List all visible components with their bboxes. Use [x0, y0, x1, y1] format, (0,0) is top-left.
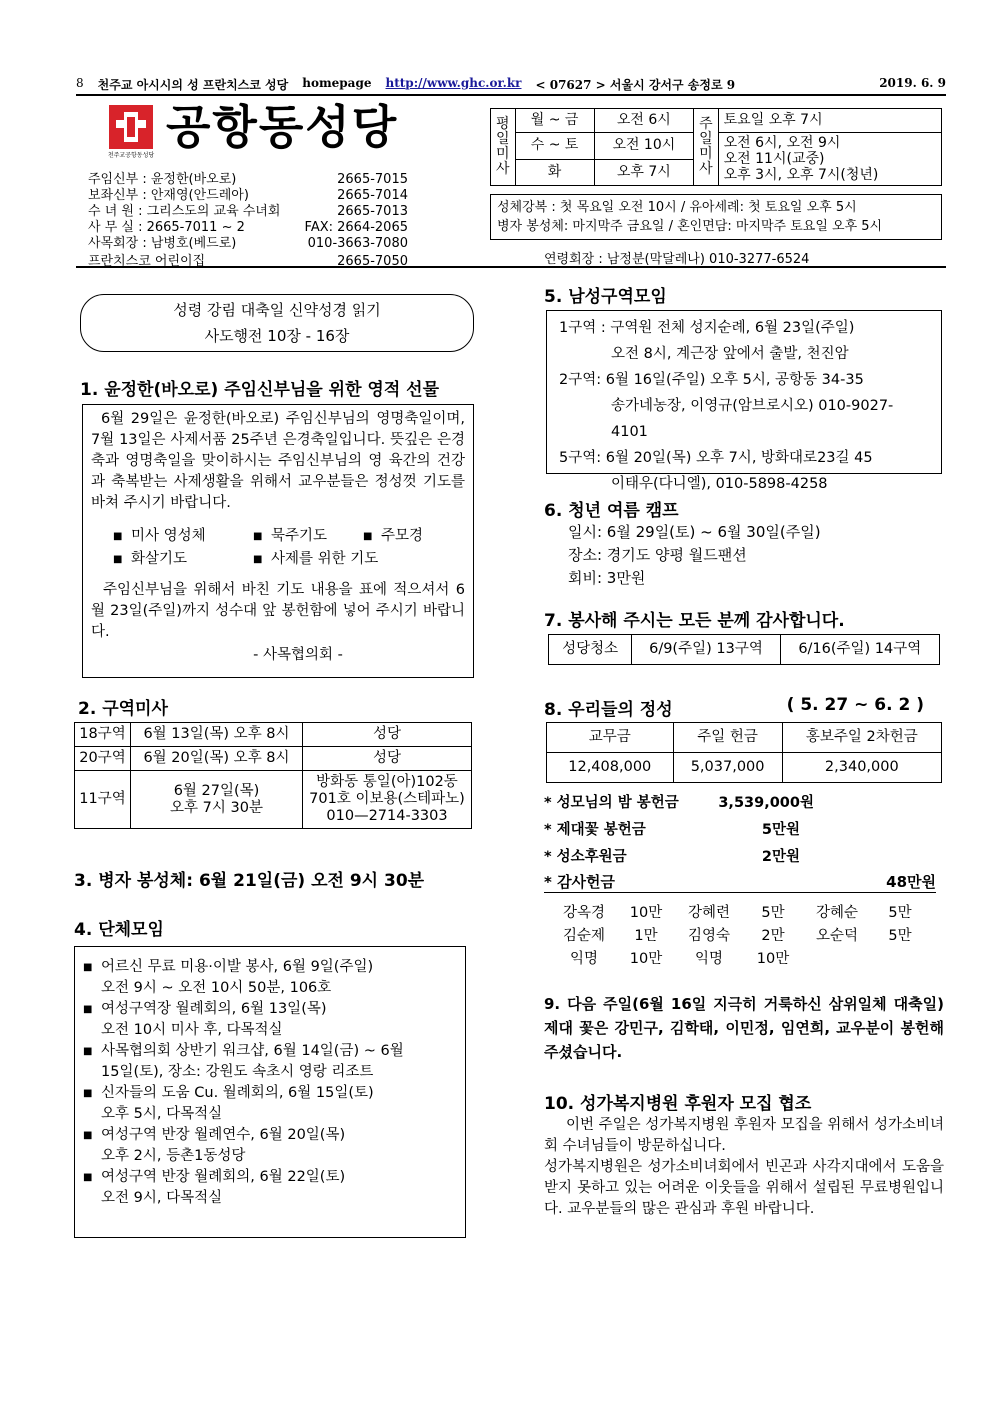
- offerings-table: [546, 722, 942, 783]
- table-row: 교무금 주일 헌금 홍보주일 2차헌금: [547, 723, 942, 753]
- logo-caption: 천주교공항동성당: [107, 152, 155, 159]
- funeral-committee-contact: 연령회장 : 남정분(막달레나) 010-3277-6524: [544, 252, 810, 267]
- district-mass-table: [74, 722, 472, 829]
- running-header: [76, 76, 946, 96]
- staff-directory: [88, 172, 408, 270]
- table-row: 12,408,000 5,037,000 2,340,000: [547, 753, 942, 783]
- staff-row: 보좌신부 : 안재영(안드레아) 2665-7014: [88, 188, 408, 203]
- group-meetings-box: [74, 946, 466, 1238]
- list-item: ■ 여성구역 반장 월례회의, 6월 22일(토) 오전 9시, 다목적실: [83, 1167, 457, 1209]
- camp-details: 일시: 6월 29일(토) ~ 6월 30일(주일) 장소: 경기도 양평 월드팬션 회비: 3만원: [568, 523, 821, 587]
- staff-row: 프란치스코 어린이집 2665-7050: [88, 254, 408, 269]
- spiritual-gift-box: 6월 29일은 윤정한(바오로) 주임신부님의 영명축일이며, 7월 13일은 사제서품 25주년 은경축일입니다. 뜻깊은 은경축과 영명축일을 맞이하시는 주임신부님의 영 육간의 건강과 축복받는 사제생활을 위해서 교우분들은 정성껏 기도를 바쳐 주시기 바랍니다. ■ 미사 영성체 ■ 묵주기도 ■ 주모경 ■ 화살기도 ■ 사제를 위한 기도 주임신부님을 위해서 바친 기도 내용을 표에 적으셔서 6월 23일(주일)까지 성수대 앞 봉헌함에 넣어 주시기 바랍니다. - 사목협의회 -: [82, 404, 474, 678]
- weekday-mass-label: 평일미사: [491, 109, 516, 186]
- list-item: ■ 여성구역장 월례회의, 6월 13일(목) 오전 10시 미사 후, 다목적실: [83, 999, 457, 1041]
- extra-offerings: * 성모님의 밤 봉헌금 3,539,000원 * 제대꽃 봉헌금 5만원 * 성소후원금 2만원: [544, 795, 814, 865]
- divider: [76, 266, 946, 268]
- donor-list: 강옥경 10만 강혜련 5만 강혜순 5만 김순제 1만 김영숙 2만 오순덕 5만 익명 10만 익명 10만: [562, 905, 912, 967]
- list-item: ■ 어르신 무료 미용·이발 봉사, 6월 9일(주일) 오전 9시 ~ 오전 10시 50분, 106호: [83, 957, 457, 999]
- parish-name: 공항동성당: [166, 100, 399, 154]
- section-10-p1: 이번 주일은 성가복지병원 후원자 모집을 위해서 성가소비녀회 수녀님들이 방문하십니다.: [544, 1117, 944, 1154]
- section-1-title: 1. 윤정한(바오로) 주임신부님을 위한 영적 선물: [80, 380, 440, 400]
- staff-row: 수 녀 원 : 그리스도의 교육 수녀회 2665-7013: [88, 204, 408, 219]
- table-row: 18구역 6월 13일(목) 오후 8시 성당: [75, 723, 472, 747]
- list-item: ■ 사목협의회 상반기 워크샵, 6월 14일(금) ~ 6월 15일(토), 장소: 강원도 속초시 영랑 리조트: [83, 1041, 457, 1083]
- section-8-title: 8. 우리들의 정성 ( 5. 27 ~ 6. 2 ): [544, 695, 924, 720]
- mass-schedule-table: 평일미사 월 ~ 금 오전 6시 주일미사 토요일 오후 7시 수 ~ 토 오전 10시 오전 6시, 오전 9시 오전 11시(교중) 오후 3시, 오후 7시(청년) 화 오후 7시: [490, 108, 942, 186]
- section-9-text: 9. 다음 주일(6월 16일 지극히 거룩하신 삼위일체 대축일) 제대 꽃은 강민구, 김학태, 이민정, 임연희, 교우분이 봉헌해 주셨습니다.: [544, 995, 944, 1061]
- section-10-title: 10. 성가복지병원 후원자 모집 협조: [544, 1094, 812, 1114]
- reading-banner: 성령 강림 대축일 신약성경 읽기 사도행전 10장 - 16장: [80, 294, 474, 352]
- parish-logo-icon: [108, 104, 154, 150]
- section-4-title: 4. 단체모임: [74, 920, 164, 940]
- staff-row: 사 무 실 : 2665-7011 ~ 2 FAX: 2664-2065: [88, 220, 408, 235]
- section-10-p2: 성가복지병원은 성가소비녀회에서 빈곤과 사각지대에서 도움을 받지 못하고 있는 어려운 이웃들을 위해서 설립된 무료병원입니다. 교우분들의 많은 관심과 후원 바랍니다.: [544, 1159, 944, 1217]
- list-item: ■ 신자들의 도움 Cu. 월례회의, 6월 15일(토) 오후 5시, 다목적실: [83, 1083, 457, 1125]
- table-row: 11구역 6월 27일(목) 오후 7시 30분 방화동 통일(아)102동 701호 이보용(스테파노) 010—2714-3303: [75, 771, 472, 829]
- mens-district-box: 1구역 : 구역원 전체 성지순례, 6월 23일(주일) 오전 8시, 계근장 앞에서 출발, 천진암 2구역: 6월 16일(주일) 오후 5시, 공항동 34-35 송가네농장, 이영규(암브로시오) 010-9027-4101 5구역: 6월 20일(목) 오후 7시, 방화대로23길 45 이태우(다니엘), 010-5898-4258: [546, 310, 942, 474]
- table-row: 성당청소 6/9(주일) 13구역 6/16(주일) 14구역: [549, 635, 940, 665]
- prayer-list: ■ 미사 영성체 ■ 묵주기도 ■ 주모경 ■ 화살기도 ■ 사제를 위한 기도: [113, 526, 465, 570]
- list-item: ■ 여성구역 반장 월례연수, 6월 20일(목) 오후 2시, 등촌1동성당: [83, 1125, 457, 1167]
- staff-row: 주임신부 : 윤정한(바오로) 2665-7015: [88, 172, 408, 187]
- address: < 07627 > 서울시 강서구 송정로 9: [535, 78, 736, 92]
- page-number: 8: [76, 76, 84, 90]
- parish-line: 천주교 아시시의 성 프란치스코 성당: [97, 78, 289, 92]
- homepage-label: homepage: [302, 76, 372, 90]
- volunteer-table: [548, 634, 940, 665]
- section-6-title: 6. 청년 여름 캠프: [544, 501, 679, 521]
- section-3-title: 3. 병자 봉성체: 6월 21일(금) 오전 9시 30분: [74, 871, 425, 891]
- thanks-offering-header: * 감사헌금 48만원: [544, 873, 936, 891]
- section-7-title: 7. 봉사해 주시는 모든 분께 감사합니다.: [544, 611, 845, 631]
- homepage-link[interactable]: http://www.ghc.or.kr: [385, 76, 522, 90]
- section-2-title: 2. 구역미사: [78, 699, 168, 719]
- section-5-title: 5. 남성구역모임: [544, 287, 667, 307]
- issue-date: 2019. 6. 9: [879, 76, 946, 90]
- sunday-mass-label: 주일미사: [694, 109, 719, 186]
- table-row: 20구역 6월 20일(목) 오후 8시 성당: [75, 747, 472, 771]
- sacrament-notes: 성체강복 : 첫 목요일 오전 10시 / 유아세례: 첫 토요일 오후 5시 병자 봉성체: 마지막주 금요일 / 혼인면담: 마지막주 토요일 오후 5시: [490, 194, 942, 240]
- staff-row: 사목회장 : 남병호(베드로) 010-3663-7080: [88, 236, 408, 251]
